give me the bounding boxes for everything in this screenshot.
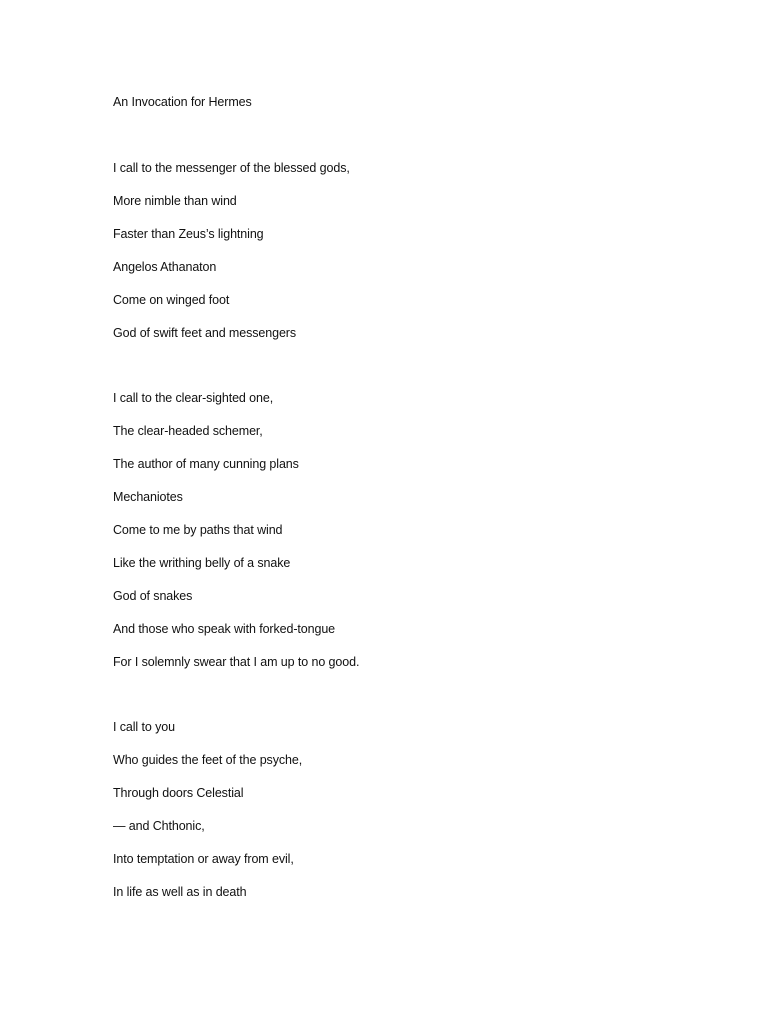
poem-line: Come on winged foot — [113, 293, 230, 307]
poem-line: — and Chthonic, — [113, 819, 205, 833]
document-title: An Invocation for Hermes — [113, 95, 252, 109]
poem-line: Who guides the feet of the psyche, — [113, 753, 303, 767]
poem-line: God of swift feet and messengers — [113, 326, 297, 340]
poem-line: I call to the messenger of the blessed gods, — [113, 161, 350, 175]
poem-line: Angelos Athanaton — [113, 260, 217, 274]
poem-line: For I solemnly swear that I am up to no good. — [113, 655, 360, 669]
poem-line: I call to the clear-sighted one, — [113, 391, 274, 405]
poem-line: Through doors Celestial — [113, 786, 244, 800]
poem-line: Come to me by paths that wind — [113, 523, 283, 537]
poem-line: In life as well as in death — [113, 885, 247, 899]
poem-line: And those who speak with forked-tongue — [113, 622, 336, 636]
poem-line: More nimble than wind — [113, 194, 237, 208]
poem-line: The clear-headed schemer, — [113, 424, 263, 438]
poem-line: Faster than Zeus’s lightning — [113, 227, 264, 241]
poem-line: Mechaniotes — [113, 490, 183, 504]
poem-line: Into temptation or away from evil, — [113, 852, 294, 866]
poem-line: God of snakes — [113, 589, 193, 603]
poem-line: The author of many cunning plans — [113, 457, 299, 471]
poem-line: Like the writhing belly of a snake — [113, 556, 291, 570]
poem-line: I call to you — [113, 720, 175, 734]
